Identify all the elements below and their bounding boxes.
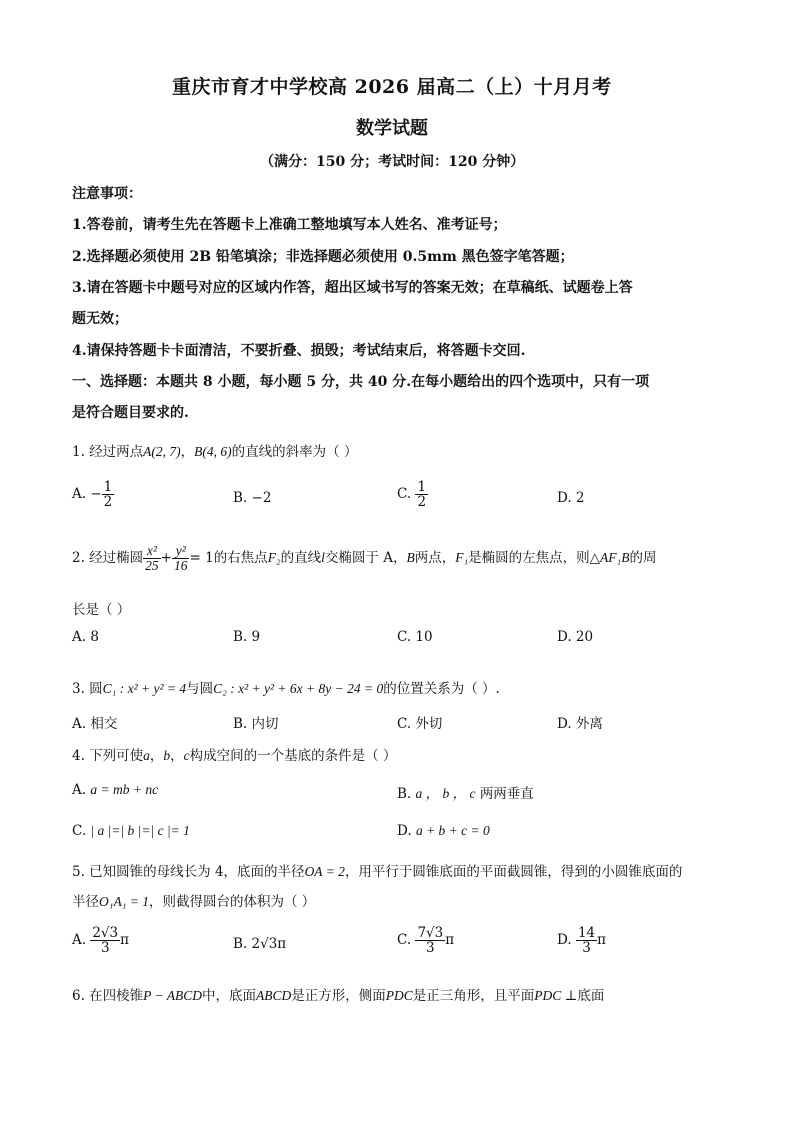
- question-5-option-d: D. $\frac{14}{3}$ π: [557, 925, 606, 957]
- exam-subject: 数学试题: [356, 118, 428, 139]
- question-4-option-b: B. a ， b ， c 两两垂直: [397, 786, 534, 802]
- question-3-option-d: D. 外离: [557, 716, 603, 732]
- question-3-option-b: B. 内切: [233, 716, 279, 732]
- question-2-option-c: C. 10: [397, 629, 433, 645]
- question-1-stem: 1. 经过两点A(2, 7)，B(4, 6)的直线的斜率为（ ）: [72, 444, 358, 460]
- question-2-option-d: D. 20: [557, 629, 594, 645]
- question-3-option-c: C. 外切: [397, 716, 443, 732]
- question-2-option-a: A. 8: [72, 629, 99, 645]
- question-1-option-d: D. 2: [557, 490, 585, 506]
- question-5-stem-cont: 半径O₁A₁ = 1，则截得圆台的体积为（ ）: [72, 894, 316, 910]
- notes-heading: 注意事项：: [72, 186, 142, 202]
- exam-title: 重庆市育才中学校高 2026 届高二（上）十月月考: [172, 76, 612, 98]
- question-2-option-b: B. 9: [233, 629, 261, 645]
- question-5-option-c: C. $\frac{7√3}{3}$ π: [397, 925, 455, 957]
- note-item: 3.请在答题卡中题号对应的区域内作答，超出区域书写的答案无效；在草稿纸、试题卷上答: [72, 280, 633, 296]
- question-1-option-a: A. − $\frac{1}{2}$: [72, 479, 113, 511]
- question-4-stem: 4. 下列可使a，b，c构成空间的一个基底的条件是（ ）: [72, 748, 397, 764]
- note-item: 题无效；: [72, 311, 128, 327]
- question-1-option-c: C. $\frac{1}{2}$: [397, 479, 427, 511]
- question-4-option-a: A. a = mb + nc: [72, 782, 159, 798]
- question-2-stem: 2. 经过椭圆 $\frac{\text{x²}}{25}$ + $\frac{\text{y²}}{16}$ = 1的右焦点F₂的直线l交椭圆于 A，B两点，F₁是椭圆的左焦点，则△AF₁B的周: [72, 543, 657, 574]
- question-4-option-c: C. | a |=| b |=| c |= 1: [72, 823, 190, 839]
- question-1-option-b: B. −2: [233, 490, 272, 506]
- question-6-stem: 6. 在四棱锥P − ABCD中，底面ABCD是正方形，侧面PDC是正三角形，且平面PDC ⊥底面: [72, 988, 605, 1004]
- question-4-option-d: D. a + b + c = 0: [397, 823, 490, 839]
- question-2-stem-cont: 长是（ ）: [72, 602, 131, 618]
- exam-info: （满分：150 分；考试时间：120 分钟）: [260, 154, 525, 170]
- section-heading-cont: 是符合题目要求的.: [72, 405, 189, 421]
- question-5-option-a: A. $\frac{2√3}{3}$ π: [72, 925, 129, 957]
- question-3-option-a: A. 相交: [72, 716, 118, 732]
- note-item: 1.答卷前，请考生先在答题卡上准确工整地填写本人姓名、准考证号；: [72, 217, 507, 233]
- note-item: 4.请保持答题卡卡面清洁，不要折叠、损毁；考试结束后，将答题卡交回.: [72, 343, 526, 359]
- note-item: 2.选择题必须使用 2B 铅笔填涂；非选择题必须使用 0.5mm 黑色签字笔答题；: [72, 249, 574, 265]
- section-heading: 一、选择题：本题共 8 小题，每小题 5 分，共 40 分.在每小题给出的四个选项中，只有一项: [72, 374, 650, 390]
- question-3-stem: 3. 圆C₁ : x² + y² = 4与圆C₂ : x² + y² + 6x + 8y − 24 = 0的位置关系为（ ）.: [72, 681, 500, 697]
- question-5-option-b: B. 2√3π: [233, 936, 287, 952]
- question-5-stem: 5. 已知圆锥的母线长为 4，底面的半径OA = 2，用平行于圆锥底面的平面截圆锥，得到的小圆锥底面的: [72, 864, 683, 880]
